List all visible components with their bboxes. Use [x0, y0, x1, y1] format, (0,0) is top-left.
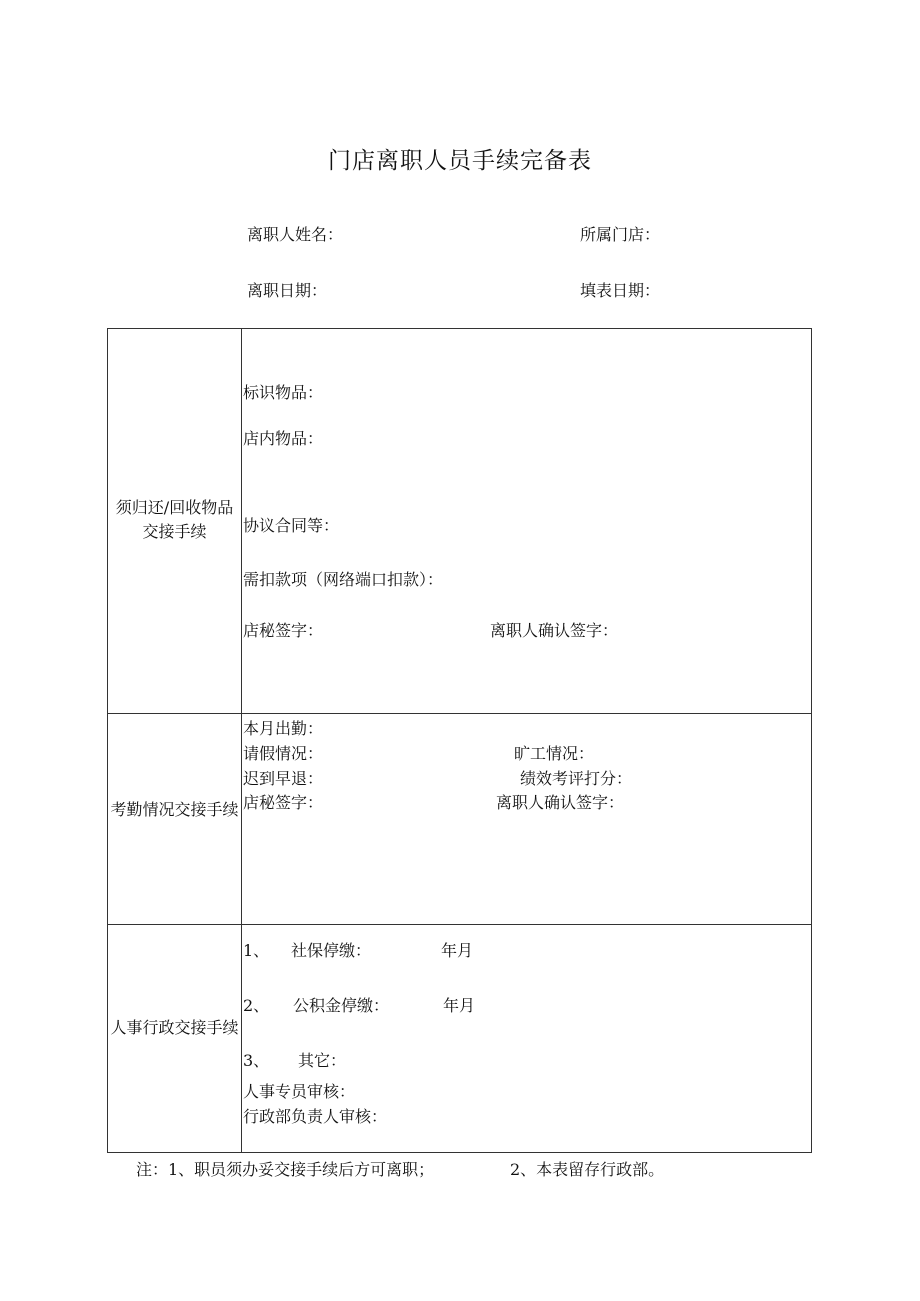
late-early-field: 迟到早退：	[243, 769, 324, 788]
housing-fund-unit: 年月	[443, 996, 476, 1015]
leave-field: 请假情况：	[243, 744, 324, 763]
admin-review-field: 行政部负责人审核：	[243, 1107, 388, 1126]
section-label-hr-admin: 人事行政交接手续	[110, 1018, 239, 1037]
social-insurance-unit: 年月	[441, 941, 474, 960]
item2-number: 2、	[243, 996, 270, 1015]
leave-date-label: 离职日期：	[247, 281, 328, 300]
secretary-sign-field: 店秘签字：	[243, 621, 324, 640]
page-title: 门店离职人员手续完备表	[328, 148, 592, 174]
store-items-field: 店内物品：	[243, 429, 324, 448]
column-divider	[241, 328, 242, 1153]
social-insurance-field: 社保停缴：	[291, 941, 372, 960]
secretary-sign-field: 店秘签字：	[243, 793, 324, 812]
section-label-return-items: 须归还/回收物品交接手续	[115, 498, 234, 541]
section-label-attendance: 考勤情况交接手续	[110, 800, 239, 819]
store-label: 所属门店：	[580, 225, 661, 244]
leaver-sign-field: 离职人确认签字：	[490, 621, 619, 640]
footer-note: 注：1、职员须办妥交接手续后方可离职；	[136, 1160, 435, 1179]
other-field: 其它：	[298, 1051, 347, 1070]
absence-field: 旷工情况：	[514, 744, 595, 763]
leaver-sign-field: 离职人确认签字：	[496, 793, 625, 812]
id-items-field: 标识物品：	[243, 383, 324, 402]
deductions-field: 需扣款项（网络端口扣款）：	[243, 570, 444, 589]
hr-review-field: 人事专员审核：	[243, 1082, 356, 1101]
performance-field: 绩效考评打分：	[520, 769, 633, 788]
agreements-field: 协议合同等：	[243, 516, 340, 535]
attendance-field: 本月出勤：	[243, 719, 324, 738]
item1-number: 1、	[243, 941, 270, 960]
fill-date-label: 填表日期：	[580, 281, 661, 300]
name-label: 离职人姓名：	[247, 225, 344, 244]
housing-fund-field: 公积金停缴：	[293, 996, 390, 1015]
row-divider	[107, 713, 812, 714]
row-divider	[107, 924, 812, 925]
footer-note-2: 2、本表留存行政部。	[510, 1160, 665, 1179]
item3-number: 3、	[243, 1051, 270, 1070]
